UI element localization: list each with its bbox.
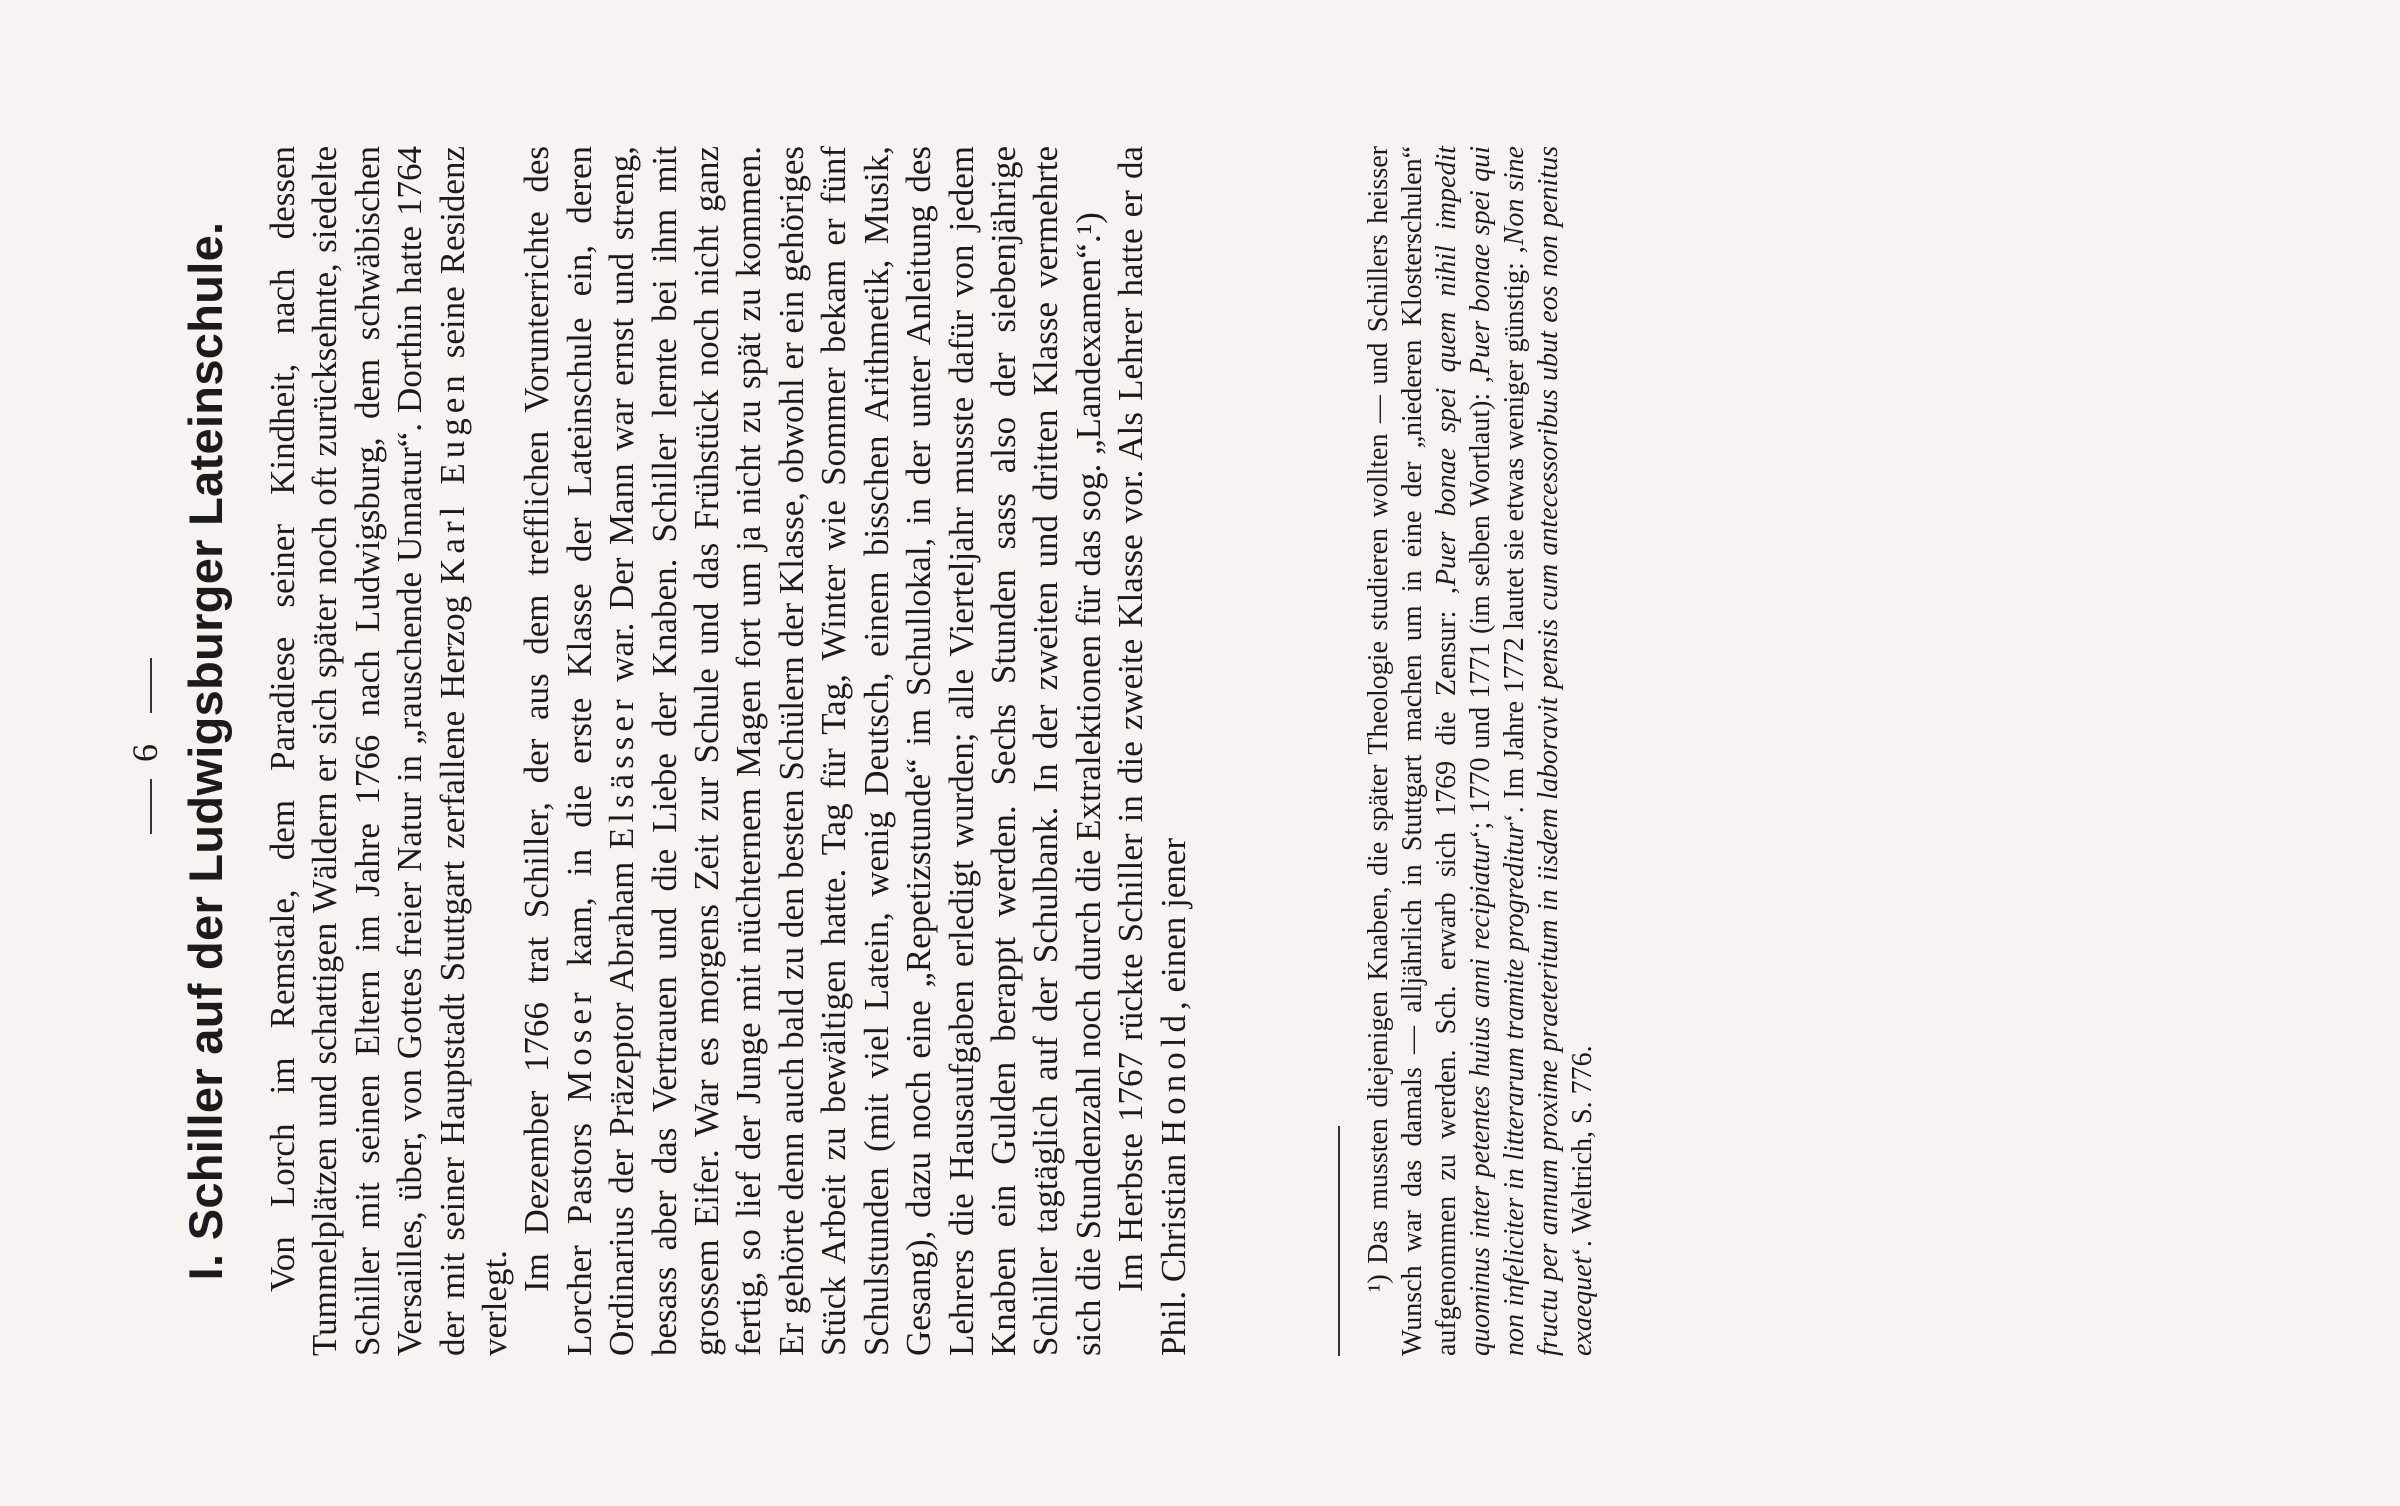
- paragraph-2-text-c: war. Der Mann war ernst und streng, besass aber das Vertrauen und die Liebe der Knaben. Schiller lernte bei ihm mit grossem Eifer. War es morgens Zeit zur Schule und das Frühstück noch nicht ganz fertig, so lief der Junge mit nüchternem Magen fort um ja nicht zu spät zu kommen. Er gehörte denn auch bald zu den besten Schülern der Klasse, obwohl er ein gehöriges Stück Arbeit zu bewältigen hatte. Tag für Tag, Winter wie Sommer bekam er fünf Schulstunden (mit viel Latein, wenig Deutsch, einem bisschen Arithmetik, Musik, Gesang), dazu noch eine „Repetizstunde“ im Schullokal, in der unter Anleitung des Lehrers die Hausaufgaben erledigt wurden; alle Vierteljahr musste dafür von jedem Knaben ein Gulden berappt werden. Sechs Stunden sass also der siebenjährige Schiller tagtäglich auf der Schulbank. In der zweiten und dritten Klasse vermehrte sich die Stundenzahl noch durch die Extralektionen für das sog. „Landexamen“.¹): [602, 145, 1108, 1356]
- footnote-text-a: ¹) Das mussten diejenigen Knaben, die später Theologie studieren wollten — und Schillers heisser Wunsch war das damals — alljährlich in Stuttgart machen um in eine der „niederen Klosterschulen“ aufgenommen zu werden. Sch. erwarb sich 1769 die Zensur: ‚: [1363, 146, 1462, 1356]
- footnote-text-b: ‘; 1770 und 1771 (im selben Wortlaut): ‚: [1465, 375, 1496, 839]
- footnote-latin-1770: Puer bonae spei qui non infeliciter in litterarum tramite progreditur: [1465, 146, 1530, 1356]
- footnote-text-d: ‘. Weltrich, S. 776.: [1567, 1045, 1598, 1257]
- page-number-rule-left: [150, 779, 152, 834]
- paragraph-1: [262, 146, 516, 1356]
- name-honold: Honold: [1153, 1010, 1193, 1145]
- paragraph-3-text-b: , einen jener: [1153, 838, 1193, 1010]
- footnote-paragraph: [1362, 146, 1600, 1356]
- paragraph-1-text-a: Von Lorch im Remstale, dem Paradiese seiner Kindheit, nach dessen Tummelplätzen und schattigen Wäldern er sich später noch oft zurücksehnte, siedelte Schiller mit seinen Eltern im Jahre 1766 nach Ludwigsburg, dem schwäbischen Versailles, über, von Gottes freier Natur in „rauschende Unnatur“. Dorthin hatte 1764 der mit seiner Hauptstadt Stuttgart zerfallene Herzog: [263, 146, 472, 1356]
- paragraph-2-text-b: kam, in die erste Klasse der Lateinschule ein, deren Ordinarius der Präzeptor Abraham: [559, 146, 642, 1356]
- name-karl-eugen: Karl Eugen: [432, 370, 472, 584]
- footnote-latin-1769: Puer bonae spei quem nihil impedit quominus inter petentes huius anni recipiatur: [1431, 145, 1496, 1356]
- body-text: [262, 146, 1195, 1356]
- paragraph-3: [1110, 146, 1195, 1356]
- footnote-text-c: ‘. Im Jahre 1772 lautet sie etwas weniger günstig: ‚: [1499, 245, 1530, 823]
- footnote: [1362, 146, 1600, 1356]
- paragraph-1-text-b: seine Residenz verlegt.: [432, 146, 515, 1356]
- footnote-separator: [1338, 1126, 1340, 1356]
- paragraph-2-text-a: Im Dezember 1766 trat Schiller, der aus dem trefflichen Vorunterrichte des Lorcher Pastors: [517, 146, 599, 1356]
- footnote-latin-1772: Non sine fructu per annum proxime praeteritum in iisdem laboravit pensis cum antecessoribus ubut eos non penitus exaequet: [1499, 146, 1598, 1356]
- name-moser: Moser: [559, 987, 599, 1102]
- page-number: 6: [125, 744, 165, 762]
- paragraph-2: [516, 146, 1110, 1356]
- chapter-heading: I. Schiller auf der Ludwigsburger Lateinschule.: [179, 221, 232, 1281]
- paragraph-3-text-a: Im Herbste 1767 rückte Schiller in die zweite Klasse vor. Als Lehrer hatte er da Phil. Christian: [1111, 146, 1193, 1356]
- name-elsaesser: Elsässer: [602, 694, 642, 850]
- page-number-rule-right: [150, 658, 152, 713]
